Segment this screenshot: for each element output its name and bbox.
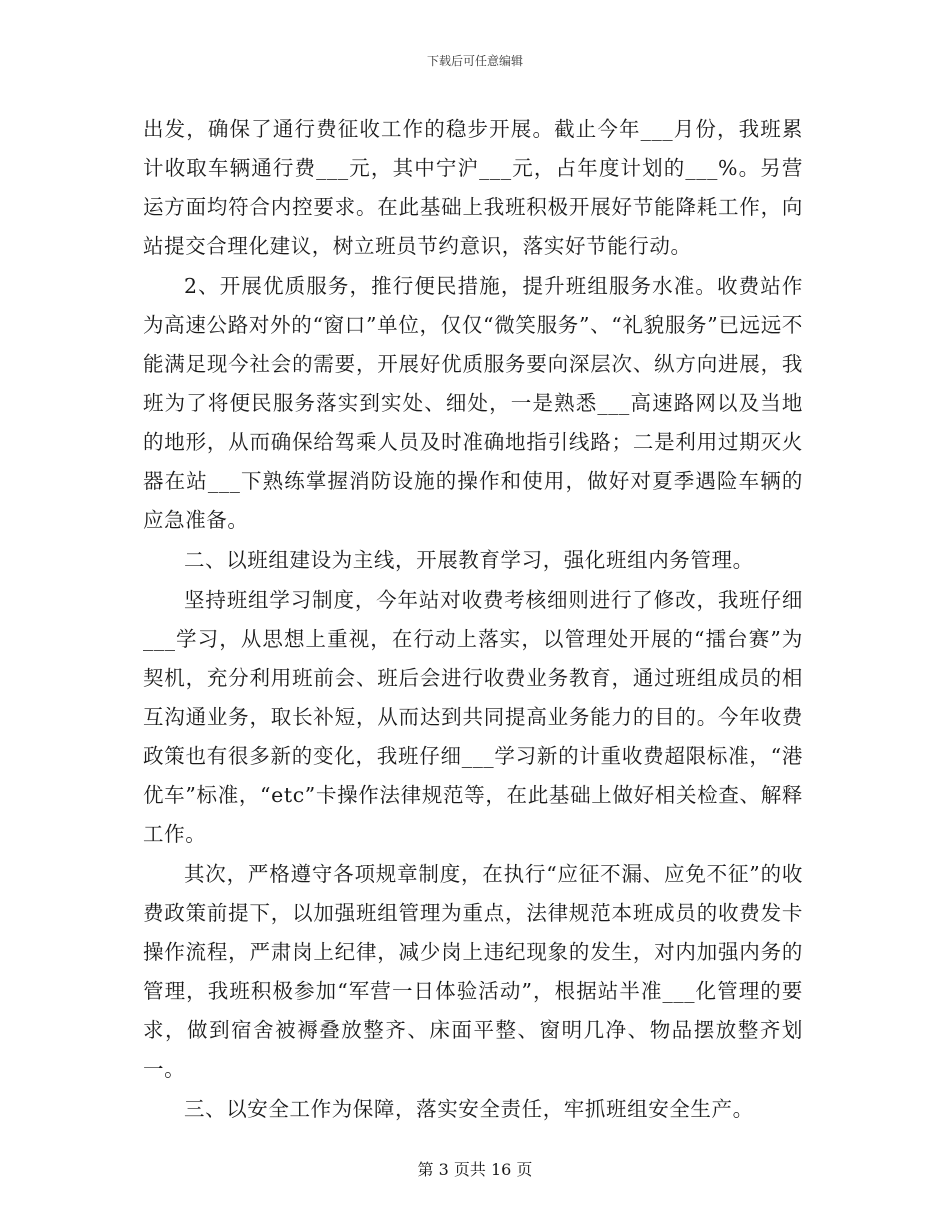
- page-header: 下载后可任意编辑: [426, 54, 523, 68]
- section-heading-3: 三、以安全工作为保障，落实安全责任，牢抓班组安全生产。: [184, 1097, 754, 1121]
- paragraph-3: 坚持班组学习制度，今年站对收费考核细则进行了修改，我班仔细___学习，从思想上重视，在行动上落实，以管理处开展的“擂台赛”为契机，充分利用班前会、班后会进行收费业务教育，通过班组成员的相互沟通业务，取长补短，从而达到共同提高业务能力的目的。今年收费政策也有很多新的变化，我班仔细___学习新的计重收费超限标准，“港优车”标准，“etc”卡操作法律规范等，在此基础上做好相关检查、解释工作。: [143, 588, 803, 846]
- document-body: [143, 110, 803, 1130]
- section-heading-2: 二、以班组建设为主线，开展教育学习，强化班组内务管理。: [184, 548, 754, 572]
- paragraph-1: 出发，确保了通行费征收工作的稳步开展。截止今年___月份，我班累计收取车辆通行费___元，其中宁沪___元，占年度计划的___%。另营运方面均符合内控要求。在此基础上我班积极开展好节能降耗工作，向站提交合理化建议，树立班员节约意识，落实好节能行动。: [143, 117, 803, 258]
- paragraph-4: 其次，严格遵守各项规章制度，在执行“应征不漏、应免不征”的收费政策前提下，以加强班组管理为重点，法律规范本班成员的收费发卡操作流程，严肃岗上纪律，减少岗上违纪现象的发生，对内加强内务的管理，我班积极参加“军营一日体验活动”，根据站半准___化管理的要求，做到宿舍被褥叠放整齐、床面平整、窗明几净、物品摆放整齐划一。: [143, 862, 803, 1081]
- paragraph-2: 2、开展优质服务，推行便民措施，提升班组服务水准。收费站作为高速公路对外的“窗口”单位，仅仅“微笑服务”、“礼貌服务”已远远不能满足现今社会的需要，开展好优质服务要向深层次、纵方向进展，我班为了将便民服务落实到实处、细处，一是熟悉___高速路网以及当地的地形，从而确保给驾乘人员及时准确地指引线路；二是利用过期灭火器在站___下熟练掌握消防设施的操作和使用，做好对夏季遇险车辆的应急准备。: [143, 274, 803, 532]
- page-footer: 第 3 页共 16 页: [417, 1160, 533, 1179]
